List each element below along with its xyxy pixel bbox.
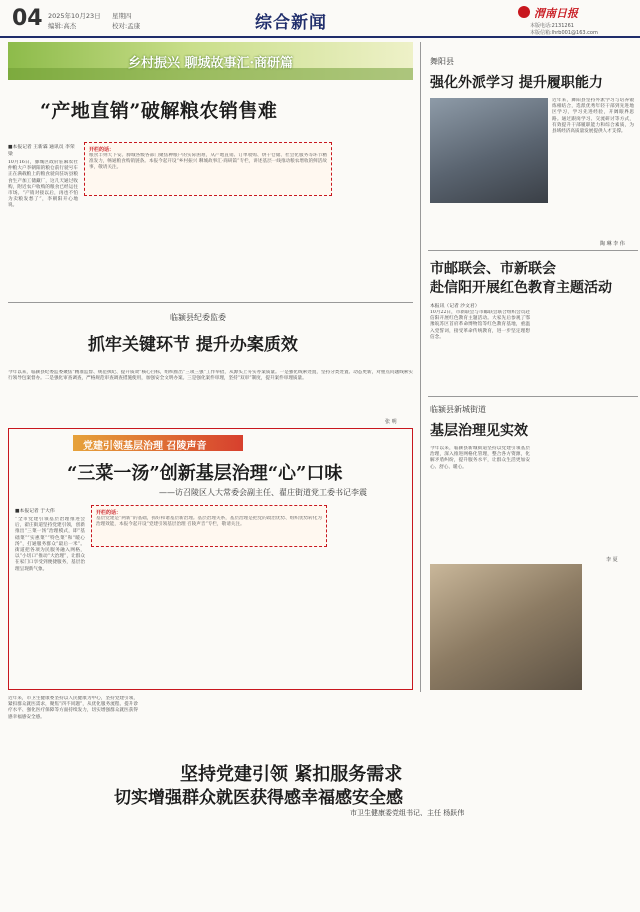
right3-photo (430, 564, 582, 690)
right1-body: 近年来，舞阳县坚持外派学习与培养锻炼相结合，选派优秀年轻干部到先进地区学习，学习先进经验，开阔眼界思路。通过跟岗学习、交流研讨等方式，有效提升干部履职能力和综合素质，为县域经济高质量发展提供人才支撑。 (552, 98, 634, 135)
right3-author: 李 夏 (606, 557, 618, 563)
story1-box-label: 开栏的话： (89, 147, 115, 153)
right3-kicker: 临颍县新城街道 (430, 405, 486, 414)
story4-byline: 市卫生健康委党组书记、主任 杨跃伟 (350, 809, 465, 817)
banner-title: 乡村振兴 聊城故事汇·商研篇 (128, 56, 294, 71)
right1-photo (430, 98, 548, 203)
header-proof: 校对:孟康 (112, 22, 141, 30)
paper-name: 渭南日报 (534, 7, 578, 20)
story2-body: 今年以来，临颍县纪委监委聚焦“精准监督、规范执纪、提升质效”核心目标，组织推出“三项三强”工作举措，从源头上夯实办案质量。一是强化线索处置，坚持分类处置、动态更新，对重点问题线索实行领导包案督办。二是强化审查调查，严格规范审查调查措施使用，加强安全文明办案。三是强化案件审理，坚持“双审”制度，提升案件审理质量。 (8, 370, 413, 382)
story1-body-col4 (252, 200, 330, 295)
story3-byline: ■本报记者 于大伟 (15, 509, 55, 514)
story4-body-col6 (538, 696, 634, 908)
story2-kicker: 临颍县纪委监委 (170, 313, 226, 322)
right3-headline: 基层治理见实效 (430, 423, 528, 439)
right1-author: 陶 琳 李 伟 (600, 241, 625, 247)
right1-kicker: 舞阳县 (430, 57, 454, 66)
right3-photo-caption (588, 564, 634, 690)
right-divider (420, 42, 421, 692)
story1-intro-box (84, 142, 332, 196)
story4-body: 近年来，市卫生健康委坚持以人民健康为中心，坚持党建引领，紧扣群众就医需求，聚焦“四不同题”，从优化服务流程、提升诊疗水平、强化医疗保障等方面持续发力，切实增强群众就医获得感幸福感安全感。 (8, 696, 138, 720)
right3-body: 今年以来，临颍县新城街道坚持以党建引领基层治理，深入推进网格化管理，整合各方资源，化解矛盾纠纷，提升服务水平，让群众生活更加安心、舒心、暖心。 (430, 446, 530, 470)
story3-body-col2 (91, 551, 165, 685)
header-weekday: 星期四 (112, 12, 132, 20)
story3-body-col5 (331, 505, 407, 685)
story1-box-text: 粮食丰则天下安。滕城各级各部门聚焦种粮户的实际困难，从产地直销、订单收购、烘干仓储、社会化服务等环节精准发力，畅通粮食购销链条。本报今起开设“乡村振兴 聊城故事汇·商研篇”专栏，讲述基层一线推动粮农增收的鲜活故事，敬请关注。 (89, 153, 327, 171)
story2-headline: 抓牢关键环节 提升办案质效 (88, 335, 298, 355)
right2-headline-2: 赴信阳开展红色教育主题活动 (430, 280, 612, 296)
right2-body: 10月22日，市新联会与市邮联会联合组织会员赴信阳开展红色教育主题活动。大家先后参观了鄂豫皖苏区首府革命博物馆等红色教育基地，重温入党誓词，接受革命传统教育，进一步坚定理想信念。 (430, 310, 530, 340)
story3-body-col3 (171, 551, 245, 685)
story3-headline: “三菜一汤”创新基层治理“心”口味 (67, 463, 343, 484)
page-header (0, 0, 640, 38)
header-phone: 本版电话:2131261 (530, 23, 574, 29)
story3-stamp-text: 党建引领基层治理 召陵声音 (83, 441, 207, 452)
story3-box-label: 开栏的话： (96, 510, 122, 516)
right2-byline: 本报讯（记者 沙文君） (430, 304, 480, 309)
header-editor: 编辑:高杰 (48, 22, 77, 30)
story1-body: 10月16日，滕城区政府驻麻农社仲粮大户李朝阳的粮仓前行驶号车正在满载粮上的粮食驶向驻坊县粮食生产加工储藏厂，这几天通过收购，附近农户收购的粮食已经运往市场。“产销对接以后，再也不怕为卖粮发愁了”，李朝阳开心地说。 (8, 160, 78, 209)
story4-headline-1: 坚持党建引领 紧扣服务需求 (180, 764, 403, 785)
story3-body: “全市党建引领基层治理推进会后，翟庄街道坚持党建引领，创新推出“三菜一汤”治理模式，即“基础菜”“实惠菜”“特色菜”和“暖心汤”，打通服务群众“最后一米”。街道把各项为民服务融入网格，以“小切口”推动“大治理”，让群众在家门口享受到便捷服务，基层治理呈现新气象。 (15, 517, 85, 572)
divider-r2 (428, 396, 638, 397)
section-title: 综合新闻 (255, 13, 327, 33)
header-email: 本版信箱:lhrb001@163.com (530, 30, 598, 36)
right3-body-col2 (536, 446, 634, 556)
story3-intro-box (91, 505, 327, 547)
header-rule (0, 36, 640, 38)
right1-body-col2 (430, 207, 530, 242)
story1-body-col3 (168, 200, 246, 295)
village-banner (8, 42, 413, 80)
page-number: 04 (12, 6, 43, 31)
story4-body-col2 (114, 822, 214, 908)
story3-box-text: 基层党建是“两新”的基础，抓好和谐基层新治理。基层治理关系，基层治理是把党的政治优势、组织优势转化为治理效能，本报今起开设“党建引领基层治理 召陵声音”专栏，敬请关注。 (96, 516, 322, 528)
story4-body-col4 (326, 822, 426, 908)
story4-body-col1 (8, 822, 108, 908)
divider-1 (8, 302, 413, 303)
story1-body-col5 (336, 142, 414, 295)
story4-body-col5 (432, 822, 532, 908)
paper-logo (518, 5, 636, 19)
logo-mark-icon (518, 6, 530, 18)
right2-body-col2 (536, 302, 634, 390)
story1-body-col2 (84, 200, 162, 295)
story4-headline-2: 切实增强群众就医获得感幸福感安全感 (114, 788, 403, 808)
header-date: 2025年10月23日 (48, 12, 101, 20)
story3-frame (8, 428, 413, 690)
right1-headline: 强化外派学习 提升履职能力 (430, 75, 603, 91)
story3-subhead: ——访召陵区人大常委会副主任、翟庄街道党工委书记李震 (159, 488, 367, 497)
story2-author: 张 明 (385, 419, 397, 425)
story3-body-col4 (251, 551, 325, 685)
divider-r1 (428, 250, 638, 251)
story3-stamp (73, 435, 243, 451)
story1-byline: ■本报记者 王新霖 通讯员 李荣梁 (8, 145, 75, 157)
right2-headline-1: 市邮联会、市新联会 (430, 261, 556, 277)
story1-headline: “产地直销”破解粮农销售难 (40, 100, 278, 122)
story4-body-col3 (220, 822, 320, 908)
